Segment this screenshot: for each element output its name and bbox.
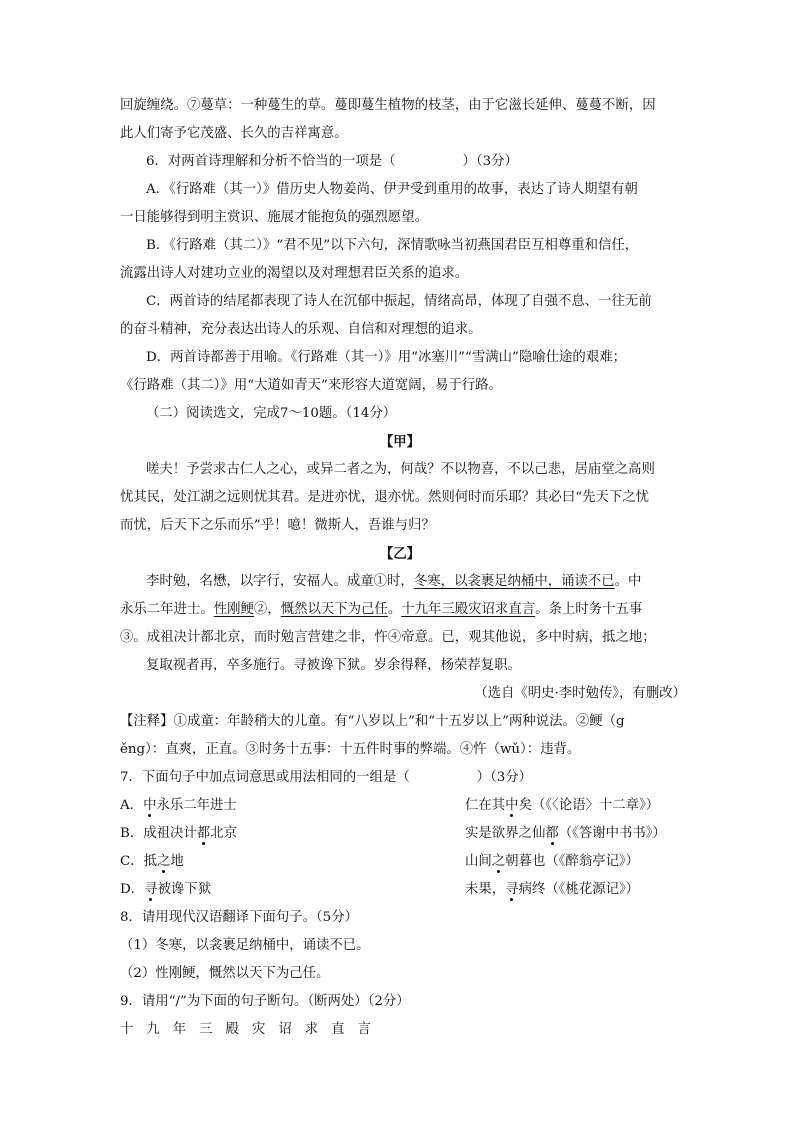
q6-option-b-line-2: 流露出诗人对建功立业的渴望以及对理想君臣关系的追求。 bbox=[120, 266, 469, 281]
section-2-heading: （二）阅读选文，完成7～10题。（14分） bbox=[146, 406, 397, 421]
q7-option-b: B．成祖决计都北京 实是欲界之仙都（《答谢中书书》） bbox=[120, 826, 666, 841]
passage-jia-line-1: 嗟夫！予尝求古仁人之心，或异二者之为，何哉？不以物喜，不以己悲，居庙堂之高则 bbox=[146, 462, 655, 477]
question-6-stem: 6．对两首诗理解和分析不恰当的一项是（ ）（3分） bbox=[146, 154, 518, 169]
dotted-char: 之 bbox=[157, 854, 171, 869]
dotted-char: 之 bbox=[491, 854, 506, 869]
note-continuation-line-1: 回旋缠绕。⑦蔓草：一种蔓生的草。蔓即蔓生植物的枝茎，由于它滋长延伸、蔓蔓不断，因 bbox=[120, 98, 656, 113]
underlined-phrase: 冬寒，以衾裹足纳桶中，诵读不已 bbox=[413, 574, 615, 589]
q6-option-b-line-1: B．《行路难（其二）》“君不见”以下六句，深情歌咏当初燕国君臣互相尊重和信任， bbox=[146, 238, 639, 253]
passage-yi-line-3: ③。成祖决计都北京，而时勉言营建之非，忤④帝意。已，观其他说，多中时病，抵之地； bbox=[120, 630, 656, 645]
dotted-char: 都 bbox=[196, 826, 211, 841]
q6-option-a-line-1: A．《行路难（其一）》借历史人物姜尚、伊尹受到重用的故事，表达了诗人期望有朝 bbox=[146, 182, 638, 197]
underlined-phrase: 十九年三殿灾诏求直言 bbox=[401, 602, 536, 617]
dotted-char: 中 bbox=[143, 798, 157, 813]
q9-sentence: 十九年三殿灾诏求直言 bbox=[120, 1022, 384, 1037]
question-8-stem: 8．请用现代汉语翻译下面句子。（5分） bbox=[120, 910, 358, 925]
q7-option-a: A．中永乐二年进士 仁在其中矣（《〈论语〉十二章》） bbox=[120, 798, 660, 813]
passage-yi-title: 【乙】 bbox=[379, 546, 421, 562]
passage-source: （选自《明史·李时勉传》，有删改） bbox=[474, 686, 686, 701]
question-7-stem: 7．下面句子中加点词意思或用法相同的一组是（ ）（3分） bbox=[120, 770, 533, 785]
annotation-line-1: 【注释】①成童：年龄稍大的儿童。有“八岁以上”和“十五岁以上”两种说法。②鲠（g bbox=[120, 714, 625, 729]
q7-option-c: C．抵之地 山间之朝暮也（《醉翁亭记》） bbox=[120, 854, 640, 869]
passage-yi-line-4: 复取视者再，卒多施行。寻被谗下狱。岁余得释，杨荣荐复职。 bbox=[146, 658, 521, 673]
q7-option-d: D．寻被谗下狱 未果，寻病终（《桃花源记》） bbox=[120, 882, 640, 897]
note-continuation-line-2: 此人们寄予它茂盛、长久的吉祥寓意。 bbox=[120, 126, 348, 141]
q6-option-a-line-2: 一日能够得到明主赏识、施展才能抱负的强烈愿望。 bbox=[120, 210, 428, 225]
dotted-char: 寻 bbox=[505, 882, 519, 897]
q8-sentence-1: （1）冬寒，以衾裹足纳桶中，诵读不已。 bbox=[120, 938, 370, 953]
q8-sentence-2: （2）性刚鲠，慨然以天下为己任。 bbox=[120, 966, 330, 981]
annotation-line-2: ěng）：直爽，正直。③时务十五事：十五件时事的弊端。④忤（wǔ）：违背。 bbox=[120, 742, 581, 757]
passage-jia-title: 【甲】 bbox=[379, 434, 421, 450]
passage-yi-line-2: 永乐二年进士。性刚鲠②，慨然以天下为己任。十九年三殿灾诏求直言。条上时务十五事 bbox=[120, 602, 643, 617]
passage-yi-line-1: 李时勉，名懋，以字行，安福人。成童①时，冬寒，以衾裹足纳桶中，诵读不已。中 bbox=[146, 574, 642, 589]
q6-option-d-line-1: D．两首诗都善于用喻。《行路难（其一）》用“冰塞川”“雪满山”隐喻仕途的艰难； bbox=[146, 350, 626, 365]
underlined-phrase: 慨然以天下为己任 bbox=[280, 602, 388, 617]
underlined-phrase: 性刚鲠 bbox=[213, 602, 254, 617]
q6-option-c-line-1: C．两首诗的结尾都表现了诗人在沉郁中振起，情绪高昂，体现了自强不息、一往无前 bbox=[146, 294, 652, 309]
dotted-char: 都 bbox=[545, 826, 559, 841]
dotted-char: 中 bbox=[505, 798, 519, 813]
dotted-char: 寻 bbox=[144, 882, 158, 897]
q6-option-d-line-2: 《行路难（其二）》用“大道如青天”来形容大道宽阔，易于行路。 bbox=[120, 378, 502, 393]
passage-jia-line-2: 忧其民，处江湖之远则忧其君。是进亦忧，退亦忧。然则何时而乐耶？其必曰“先天下之忧 bbox=[120, 490, 650, 505]
question-9-stem: 9．请用“/”为下面的句子断句。（断两处）（2分） bbox=[120, 994, 410, 1009]
passage-jia-line-3: 而忧，后天下之乐而乐”乎！噫！微斯人，吾谁与归？ bbox=[120, 518, 435, 533]
q6-option-c-line-2: 的奋斗精神，充分表达出诗人的乐观、自信和对理想的追求。 bbox=[120, 322, 482, 337]
